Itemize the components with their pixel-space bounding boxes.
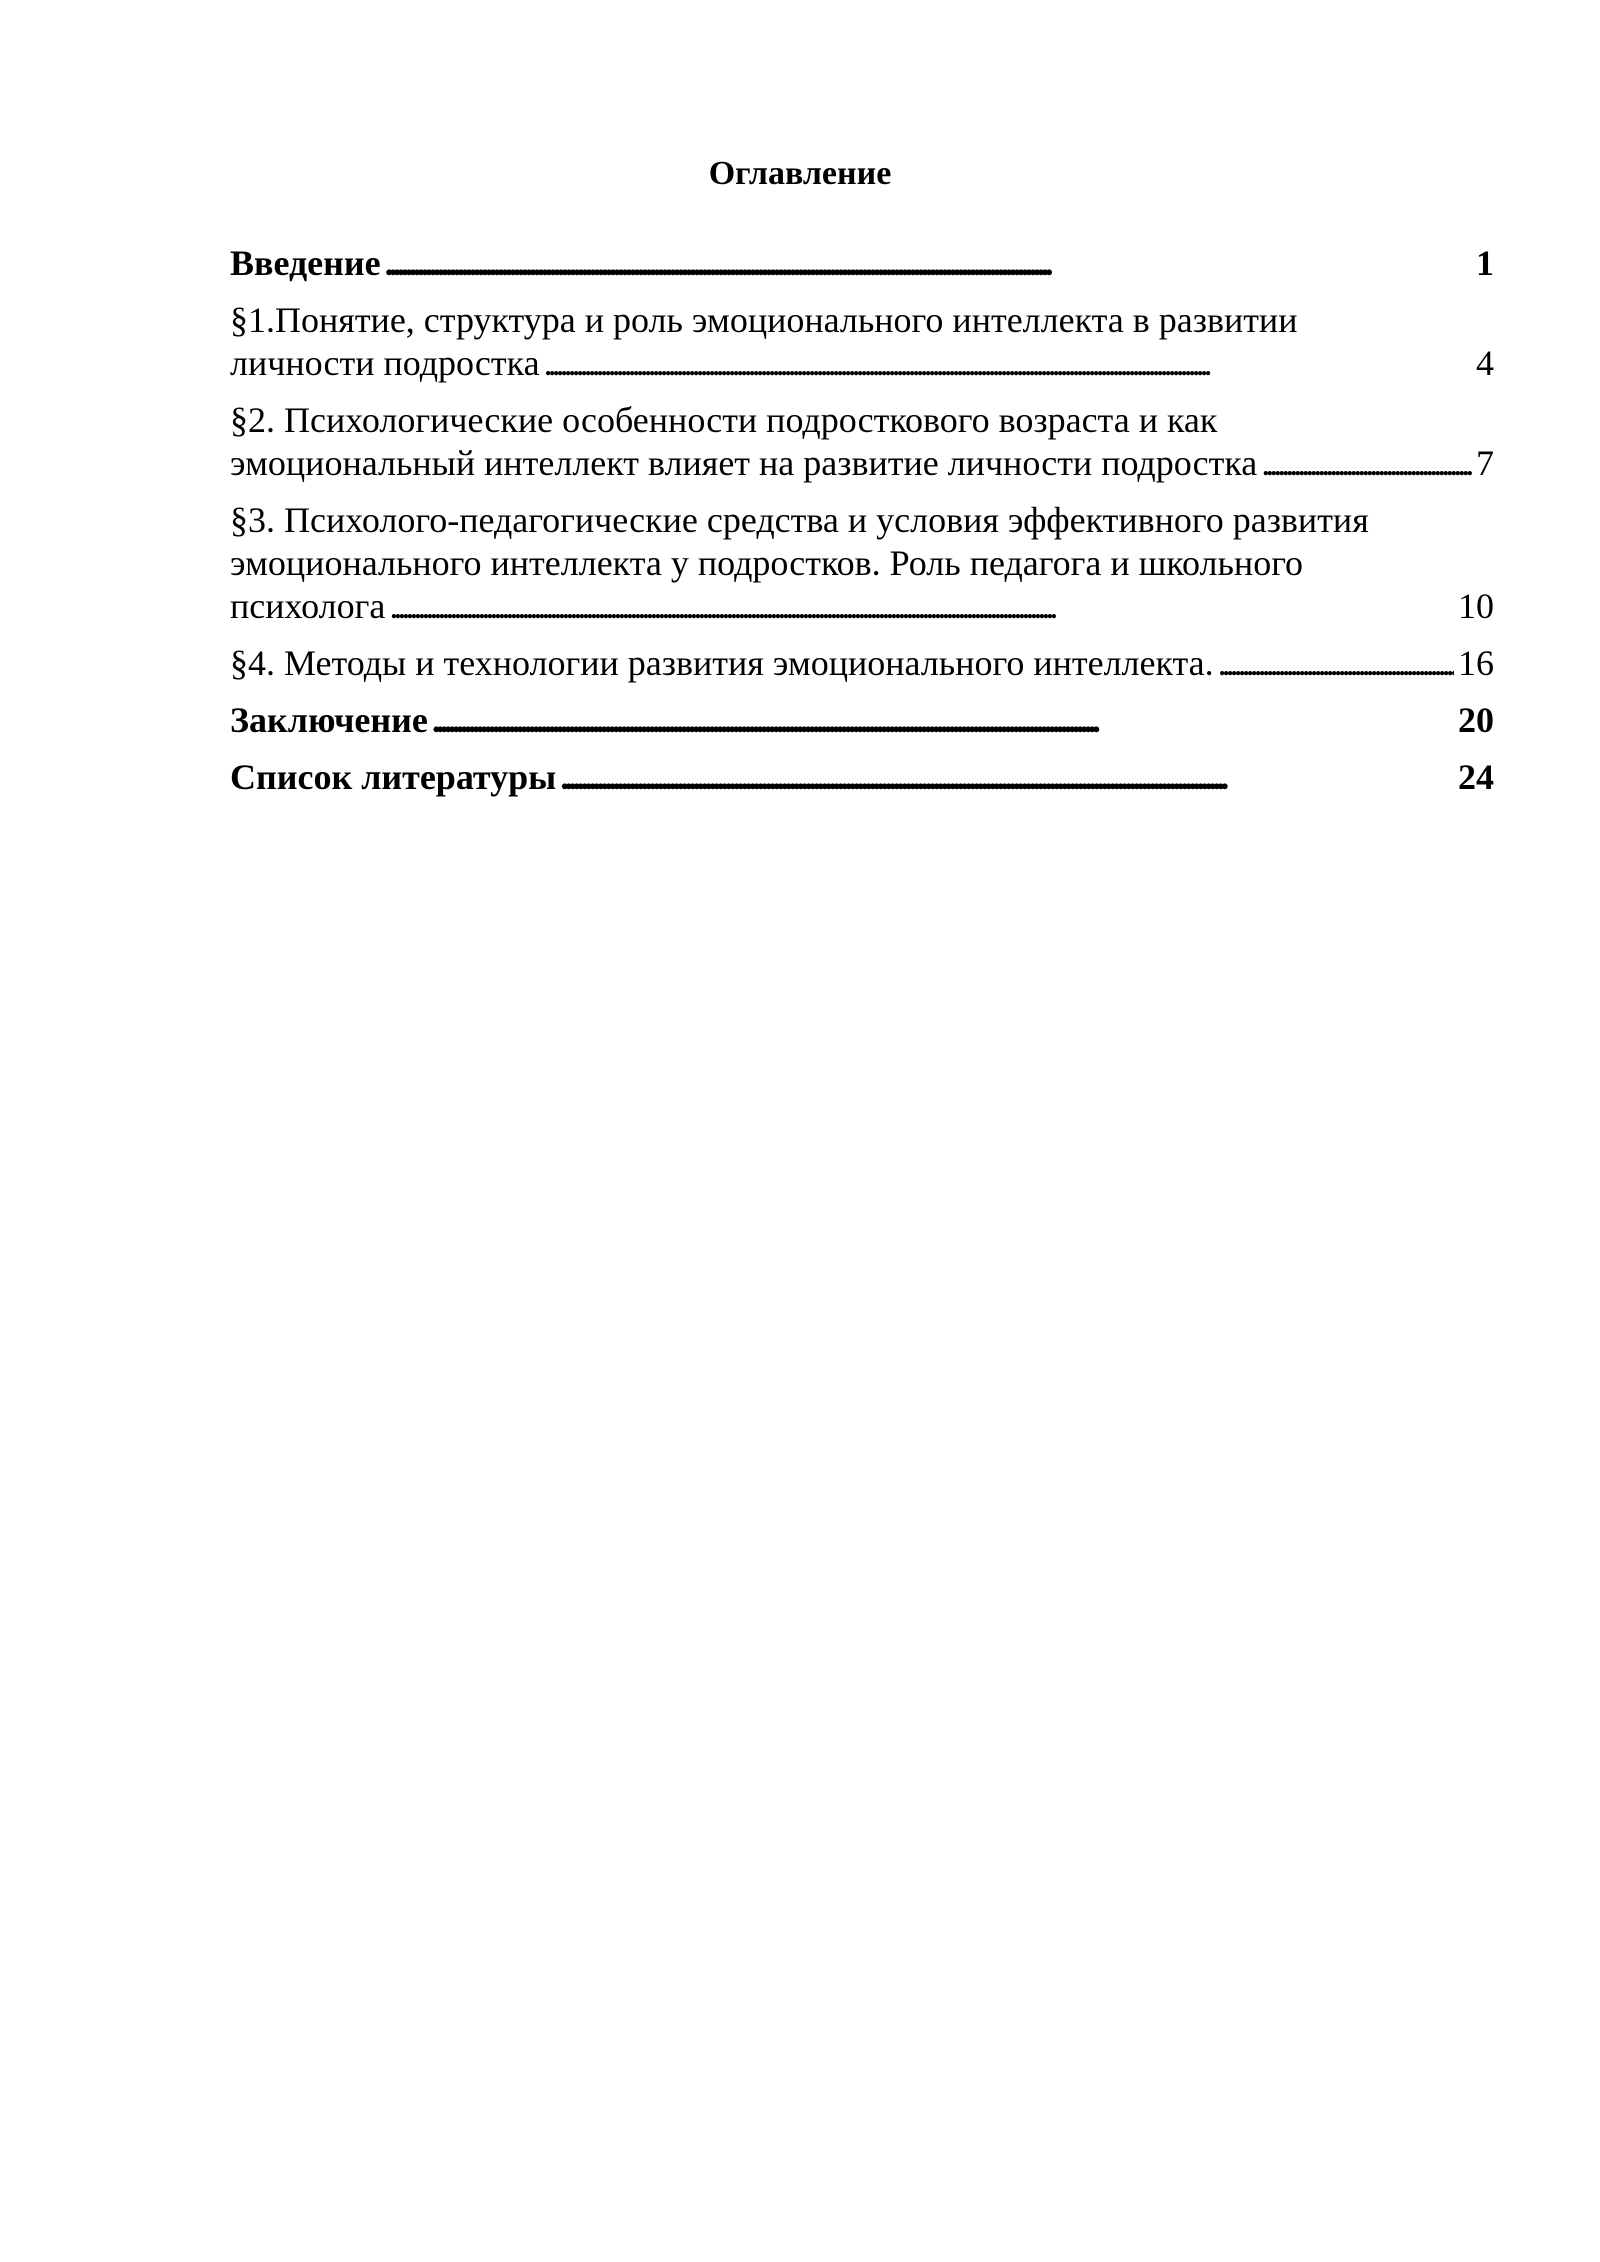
toc-page-number: 7 (1476, 443, 1494, 483)
toc-entry-text: Заключение (230, 700, 428, 740)
toc-entry-text-line: §3. Психолого-педагогические средства и условия эффективного развития (230, 500, 1369, 540)
toc-page-number: 1 (1476, 243, 1494, 283)
toc-entry-section-4[interactable] (230, 642, 1494, 685)
toc-entry-last-line (230, 699, 1494, 742)
toc-entry-last-line (230, 756, 1494, 799)
toc-entry-bibliography[interactable] (230, 756, 1494, 799)
toc-page-number: 10 (1458, 586, 1494, 626)
dot-leader (1218, 642, 1454, 685)
dot-leader (544, 342, 1472, 385)
toc-entry-section-1[interactable] (230, 299, 1494, 385)
toc-page-number: 4 (1476, 343, 1494, 383)
toc-entry-conclusion[interactable] (230, 699, 1494, 742)
toc-page-number: 24 (1458, 757, 1494, 797)
page-title: Оглавление (708, 155, 892, 192)
toc-entry-section-3[interactable] (230, 499, 1494, 628)
toc-entry-section-2[interactable] (230, 399, 1494, 485)
toc-page-number: 20 (1458, 700, 1494, 740)
dot-leader (432, 699, 1454, 742)
dot-leader (560, 756, 1454, 799)
toc-page-number: 16 (1458, 643, 1494, 683)
toc-entry-last-line (230, 242, 1494, 285)
dot-leader (389, 585, 1454, 628)
toc-entry-text-line: §2. Психологические особенности подросткового возраста и как (230, 400, 1218, 440)
toc-entry-last-line (230, 585, 1494, 628)
toc-entry-text: личности подростка (230, 343, 540, 383)
dot-leader (385, 242, 1472, 285)
table-of-contents (230, 242, 1494, 813)
toc-entry-last-line (230, 442, 1494, 485)
dot-leader (1261, 442, 1472, 485)
toc-entry-text: §4. Методы и технологии развития эмоционального интеллекта. (230, 643, 1214, 683)
toc-entry-text: эмоциональный интеллект влияет на развитие личности подростка (230, 443, 1258, 483)
toc-entry-last-line (230, 342, 1494, 385)
toc-entry-text: Список литературы (230, 757, 557, 797)
toc-entry-text: психолога (230, 586, 386, 626)
toc-entry-text-line: §1.Понятие, структура и роль эмоционального интеллекта в развитии (230, 300, 1298, 340)
toc-entry-last-line (230, 642, 1494, 685)
toc-entry-text-line: эмоционального интеллекта у подростков. Роль педагога и школьного (230, 543, 1304, 583)
toc-entry-introduction[interactable] (230, 242, 1494, 285)
toc-entry-text: Введение (230, 243, 381, 283)
